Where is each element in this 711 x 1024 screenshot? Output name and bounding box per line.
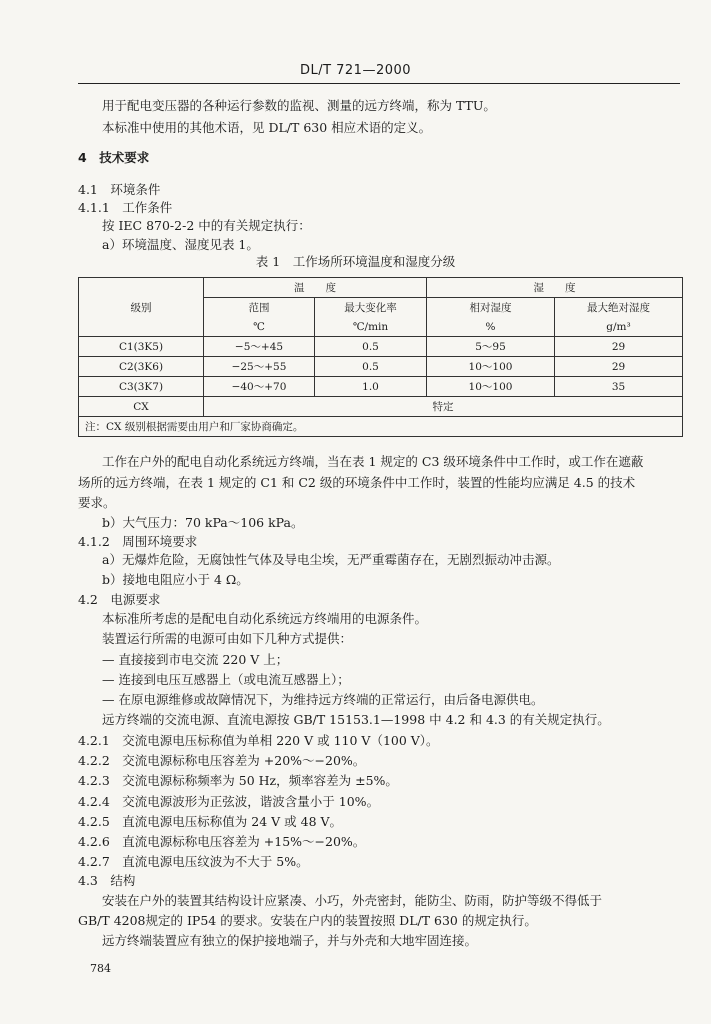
table-cell-rh: 10～100	[427, 377, 555, 397]
table-cell-abs: 29	[555, 337, 683, 357]
paragraph-outdoor-1: 工作在户外的配电自动化系统远方终端，当在表 1 规定的 C3 级环境条件中工作时，或工作在遮蔽	[102, 454, 644, 469]
table-cell-rate: 0.5	[315, 357, 427, 377]
table-cell-grade: C3(3K7)	[79, 377, 204, 397]
clause-4-2-3: 4.2.3 交流电源标称频率为 50 Hz，频率容差为 ±5%。	[78, 773, 398, 788]
table-unit-range: ℃	[204, 317, 315, 337]
clause-4-2-5: 4.2.5 直流电源电压标称值为 24 V 或 48 V。	[78, 814, 343, 829]
item-b-grounding: b）接地电阻应小于 4 Ω。	[102, 572, 249, 587]
paragraph-power-1: 本标准所考虑的是配电自动化系统远方终端用的电源条件。	[102, 611, 428, 626]
table-cell-range: −5～+45	[204, 337, 315, 357]
paragraph-outdoor-2: 场所的远方终端，在表 1 规定的 C1 和 C2 级的环境条件中工作时，装置的性能均应满足 4.5 的技术	[78, 475, 636, 490]
table-temperature-group: 温 度	[204, 278, 427, 298]
table-cell-rate: 0.5	[315, 337, 427, 357]
table-grade-header: 级别	[79, 278, 204, 337]
clause-4-2-1: 4.2.1 交流电源电压标称值为单相 220 V 或 110 V（100 V）。	[78, 733, 439, 748]
section-4-heading: 4 技术要求	[78, 150, 150, 165]
table-unit-rate: ℃/min	[315, 317, 427, 337]
paragraph-structure-2: GB/T 4208规定的 IP54 的要求。安装在户内的装置按照 DL/T 630 的规定执行。	[78, 913, 537, 928]
clause-4-2-7: 4.2.7 直流电源电压纹波为不大于 5%。	[78, 854, 309, 869]
section-4-3-heading: 4.3 结构	[78, 873, 136, 888]
table-col-rh: 相对湿度	[427, 298, 555, 318]
table-cell-grade: CX	[79, 397, 204, 417]
table-cell-rate: 1.0	[315, 377, 427, 397]
paragraph-outdoor-3: 要求。	[78, 495, 116, 510]
section-4-1-2-heading: 4.1.2 周围环境要求	[78, 534, 198, 549]
page-header: DL/T 721—2000	[299, 63, 412, 78]
table-cell-rh: 10～100	[427, 357, 555, 377]
section-4-1-1-heading: 4.1.1 工作条件	[78, 200, 173, 215]
paragraph-structure-3: 远方终端装置应有独立的保护接地端子，并与外壳和大地牢固连接。	[102, 933, 478, 948]
table-row	[79, 337, 683, 357]
table-cell-range: −40～+70	[204, 377, 315, 397]
paragraph-structure-1: 安装在户外的装置其结构设计应紧凑、小巧，外壳密封，能防尘、防雨，防护等级不得低于	[102, 893, 603, 908]
table-note: 注：CX 级别根据需要由用户和厂家协商确定。	[79, 417, 683, 437]
clause-4-2-4: 4.2.4 交流电源波形为正弦波，谐波含量小于 10%。	[78, 794, 380, 809]
table-cell-abs: 29	[555, 357, 683, 377]
clause-4-2-2: 4.2.2 交流电源标称电压容差为 +20%～−20%。	[78, 753, 366, 768]
paragraph-terms: 本标准中使用的其他术语，见 DL/T 630 相应术语的定义。	[102, 120, 432, 135]
table-cell-grade: C2(3K6)	[79, 357, 204, 377]
item-a-environment: a）无爆炸危险，无腐蚀性气体及导电尘埃，无严重霉菌存在，无剧烈振动冲击源。	[102, 552, 560, 567]
page-number: 784	[90, 962, 111, 975]
table-col-rate: 最大变化率	[315, 298, 427, 318]
dash-item-backup: — 在原电源维修或故障情况下，为维持远方终端的正常运行，由后备电源供电。	[102, 692, 544, 707]
table-1	[78, 277, 683, 437]
section-4-2-heading: 4.2 电源要求	[78, 592, 161, 607]
table-col-range: 范围	[204, 298, 315, 318]
paragraph-ttu: 用于配电变压器的各种运行参数的监视、测量的远方终端，称为 TTU。	[102, 98, 496, 113]
paragraph-power-3: 远方终端的交流电源、直流电源按 GB/T 15153.1—1998 中 4.2 和 4.3 的有关规定执行。	[102, 712, 610, 727]
table-humidity-group: 湿 度	[427, 278, 683, 298]
table-col-abs: 最大绝对湿度	[555, 298, 683, 318]
table-cell-range: −25～+55	[204, 357, 315, 377]
table-unit-abs: g/m³	[555, 317, 683, 337]
table-1-caption: 表 1 工作场所环境温度和湿度分级	[255, 254, 456, 269]
table-cell-cx-value: 特定	[204, 397, 683, 417]
paragraph-power-2: 装置运行所需的电源可由如下几种方式提供：	[102, 631, 353, 646]
table-unit-rh: %	[427, 317, 555, 337]
dash-item-transformer: — 连接到电压互感器上（或电流互感器上）；	[102, 672, 350, 687]
table-cell-rh: 5～95	[427, 337, 555, 357]
dash-item-mains: — 直接接到市电交流 220 V 上；	[102, 652, 289, 667]
clause-4-2-6: 4.2.6 直流电源标称电压容差为 +15%～−20%。	[78, 834, 366, 849]
table-cell-grade: C1(3K5)	[79, 337, 204, 357]
item-a-temperature: a）环境温度、湿度见表 1。	[102, 237, 259, 252]
table-cell-abs: 35	[555, 377, 683, 397]
header-rule	[78, 83, 680, 84]
paragraph-iec: 按 IEC 870-2-2 中的有关规定执行：	[102, 218, 311, 233]
table-row	[79, 377, 683, 397]
table-row-cx	[79, 397, 683, 417]
table-row	[79, 357, 683, 377]
item-b-pressure: b）大气压力：70 kPa～106 kPa。	[102, 515, 304, 530]
section-4-1-heading: 4.1 环境条件	[78, 182, 161, 197]
